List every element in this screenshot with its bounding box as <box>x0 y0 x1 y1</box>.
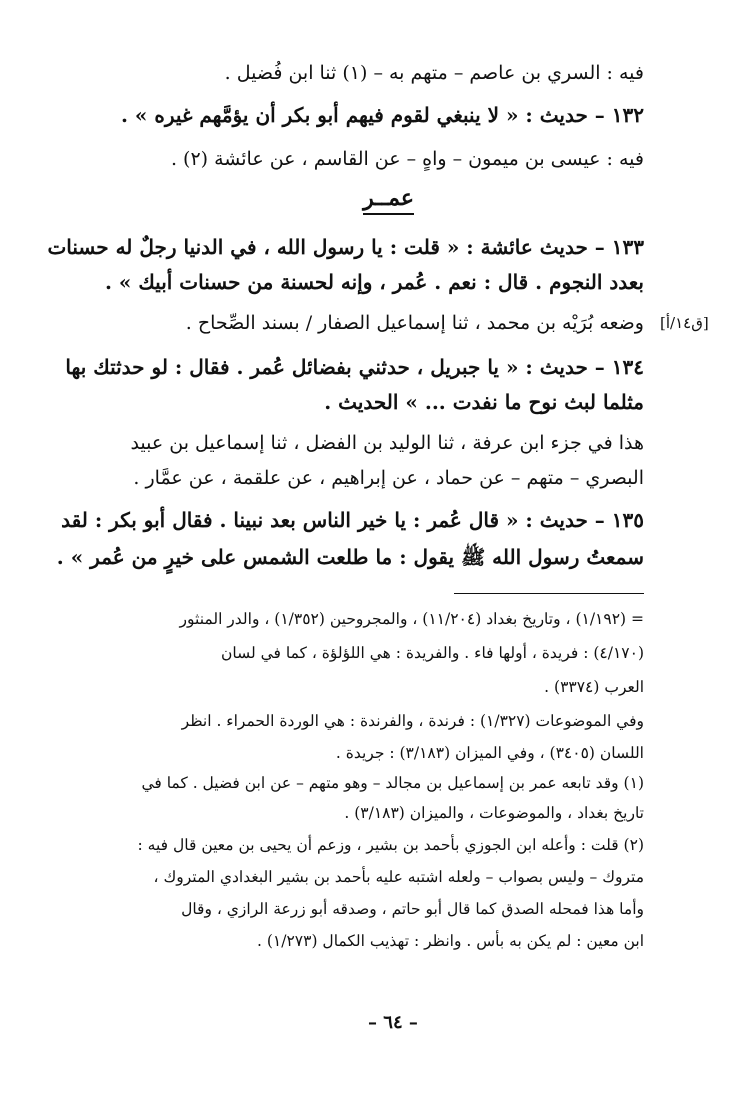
footnote-cont-5: اللسان (٣٤٠٥) ، وفي الميزان (٣/١٨٣) : جريدة . <box>335 744 644 762</box>
hadith-135-line-1: ١٣٥ – حديث : « قال عُمر : يا خير الناس بعد نبينا . فقال أبو بكر : لقد <box>61 508 644 532</box>
text-line-3: فيه : عيسى بن ميمون – واهٍ – عن القاسم ، عن عائشة (٢) . <box>170 148 644 170</box>
hadith-133-line-1: ١٣٣ – حديث عائشة : « قلت : يا رسول الله ، في الدنيا رجلٌ له حسنات <box>47 235 644 259</box>
hadith-132: ١٣٢ – حديث : « لا ينبغي لقوم فيهم أبو بكر أن يؤمَّهم غيره » . <box>121 103 644 127</box>
footnote-2-line-1: (٢) قلت : وأعله ابن الجوزي بأحمد بن بشير ، وزعم أن يحيى بن معين قال فيه : <box>137 836 644 854</box>
margin-note: [ق١٤/أ] <box>660 314 709 332</box>
footnote-2-line-4: ابن معين : لم يكن به بأس . وانظر : تهذيب الكمال (١/٢٧٣) . <box>257 932 644 950</box>
footnote-separator <box>454 593 644 594</box>
footnote-2-line-3: وأما هذا فمحله الصدق كما قال أبو حاتم ، وصدقه أبو زرعة الرازي ، وقال <box>181 900 644 918</box>
text-line-5: وضعه بُرَيْه بن محمد ، ثنا إسماعيل الصفار / بسند الصِّحاح . <box>185 312 644 334</box>
text-line-7b: البصري – متهم – عن حماد ، عن إبراهيم ، عن علقمة ، عن عمَّار . <box>133 467 644 489</box>
hadith-133-line-2: بعدد النجوم . قال : نعم . عُمر ، وإنه لحسنة من حسنات أبيك » . <box>104 270 644 294</box>
hadith-134-line-1: ١٣٤ – حديث : « يا جبريل ، حدثني بفضائل عُمر . فقال : لو حدثتك بها <box>65 355 644 379</box>
section-heading: عمــر <box>363 185 414 211</box>
footnote-2-line-2: متروك – وليس بصواب – ولعله اشتبه عليه بأحمد بن بشير البغدادي المتروك ، <box>153 868 644 886</box>
footnote-cont-2: (٤/١٧٠) : فريدة ، أولها فاء . والفريدة : هي اللؤلؤة ، كما في لسان <box>221 644 644 662</box>
footnote-cont-1: = (١/١٩٢) ، وتاريخ بغداد (١١/٢٠٤) ، والمجروحين (١/٣٥٢) ، والدر المنثور <box>179 610 644 628</box>
page-number: – ٦٤ – <box>368 1012 418 1033</box>
text-line-1: فيه : السري بن عاصم – متهم به – (١) ثنا ابن فُضيل . <box>224 62 644 84</box>
hadith-135-line-2: سمعتُ رسول الله ﷺ يقول : ما طلعت الشمس على خيرٍ من عُمر » . <box>56 545 644 569</box>
footnote-cont-3: العرب (٣٣٧٤) . <box>544 678 644 696</box>
footnote-1-line-1: (١) وقد تابعه عمر بن إسماعيل بن مجالد – وهو متهم – عن ابن فضيل . كما في <box>141 774 644 792</box>
text-line-7a: هذا في جزء ابن عرفة ، ثنا الوليد بن الفضل ، ثنا إسماعيل بن عبيد <box>130 432 644 454</box>
hadith-134-line-2: مثلما لبث نوح ما نفدت ... » الحديث . <box>324 390 644 414</box>
footnote-1-line-2: تاريخ بغداد ، والموضوعات ، والميزان (٣/١٨٣) . <box>344 804 644 822</box>
footnote-cont-4: وفي الموضوعات (١/٣٢٧) : فرندة ، والفرندة : هي الوردة الحمراء . انظر <box>181 712 644 730</box>
